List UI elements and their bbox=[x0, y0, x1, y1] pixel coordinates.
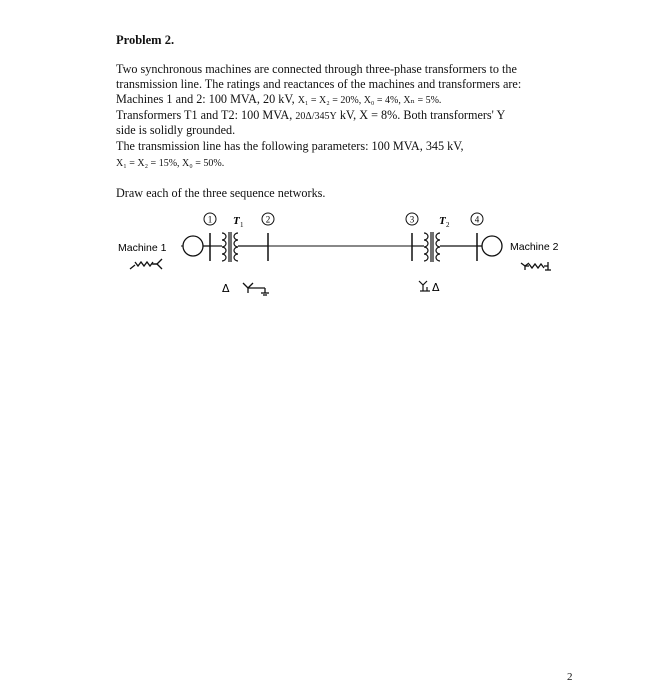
transformer-voltage-rating: 20Δ/345Y bbox=[295, 111, 337, 122]
bus-2-label: 2 bbox=[265, 214, 271, 225]
bus-1-marker bbox=[204, 213, 216, 225]
line-reactances: X₁ = X₂ = 15%, X₀ = 50%. bbox=[116, 158, 225, 169]
machine-1-generator bbox=[183, 236, 203, 256]
problem-text-line-2: transmission line. The ratings and reactances of the machines and transformers are: bbox=[116, 77, 522, 91]
problem-title: Problem 2. bbox=[116, 33, 175, 47]
transformer-t1-label: T bbox=[233, 215, 240, 227]
transformers-ratings: Transformers T1 and T2: 100 MVA, bbox=[116, 108, 296, 122]
instruction-text: Draw each of the three sequence networks. bbox=[116, 186, 326, 200]
transformer-t1-subscript: 1 bbox=[240, 221, 244, 229]
problem-text-line-6: The transmission line has the following parameters: 100 MVA, 345 kV, bbox=[116, 139, 464, 153]
bus-4-label: 4 bbox=[474, 214, 480, 225]
transformer-t2-subscript: 2 bbox=[446, 221, 450, 229]
problem-text-line-5: side is solidly grounded. bbox=[116, 123, 236, 137]
transformers-reactance: kV, X = 8%. Both transformers' Y bbox=[336, 108, 506, 122]
t2-grounded-wye-symbol bbox=[419, 281, 430, 291]
bus-3-marker bbox=[406, 213, 418, 225]
t1-grounded-wye-symbol bbox=[243, 283, 269, 295]
machine-1-grounding-symbol bbox=[130, 259, 162, 269]
bus-3-label: 3 bbox=[409, 214, 415, 225]
machines-reactances: X₁ = X₂ = 20%, X₀ = 4%, Xₙ = 5%. bbox=[297, 95, 442, 106]
transformer-t2-windings bbox=[412, 232, 477, 262]
t2-delta-symbol: Δ bbox=[432, 281, 440, 294]
page-number: 2 bbox=[567, 671, 573, 683]
machine-1-label: Machine 1 bbox=[118, 242, 167, 254]
machines-ratings: Machines 1 and 2: 100 MVA, 20 kV, bbox=[116, 92, 298, 106]
bus-1-label: 1 bbox=[207, 214, 213, 225]
machine-2-label: Machine 2 bbox=[510, 241, 559, 253]
bus-4-marker bbox=[471, 213, 483, 225]
transformer-t2-label: T bbox=[439, 215, 446, 227]
bus-2-marker bbox=[262, 213, 274, 225]
machine-2-generator bbox=[482, 236, 502, 256]
t1-delta-symbol: Δ bbox=[222, 282, 230, 295]
transformer-t1-windings bbox=[210, 232, 268, 262]
problem-text-line-1: Two synchronous machines are connected through three-phase transformers to the bbox=[116, 62, 517, 76]
machine-2-grounding-symbol bbox=[521, 262, 551, 270]
